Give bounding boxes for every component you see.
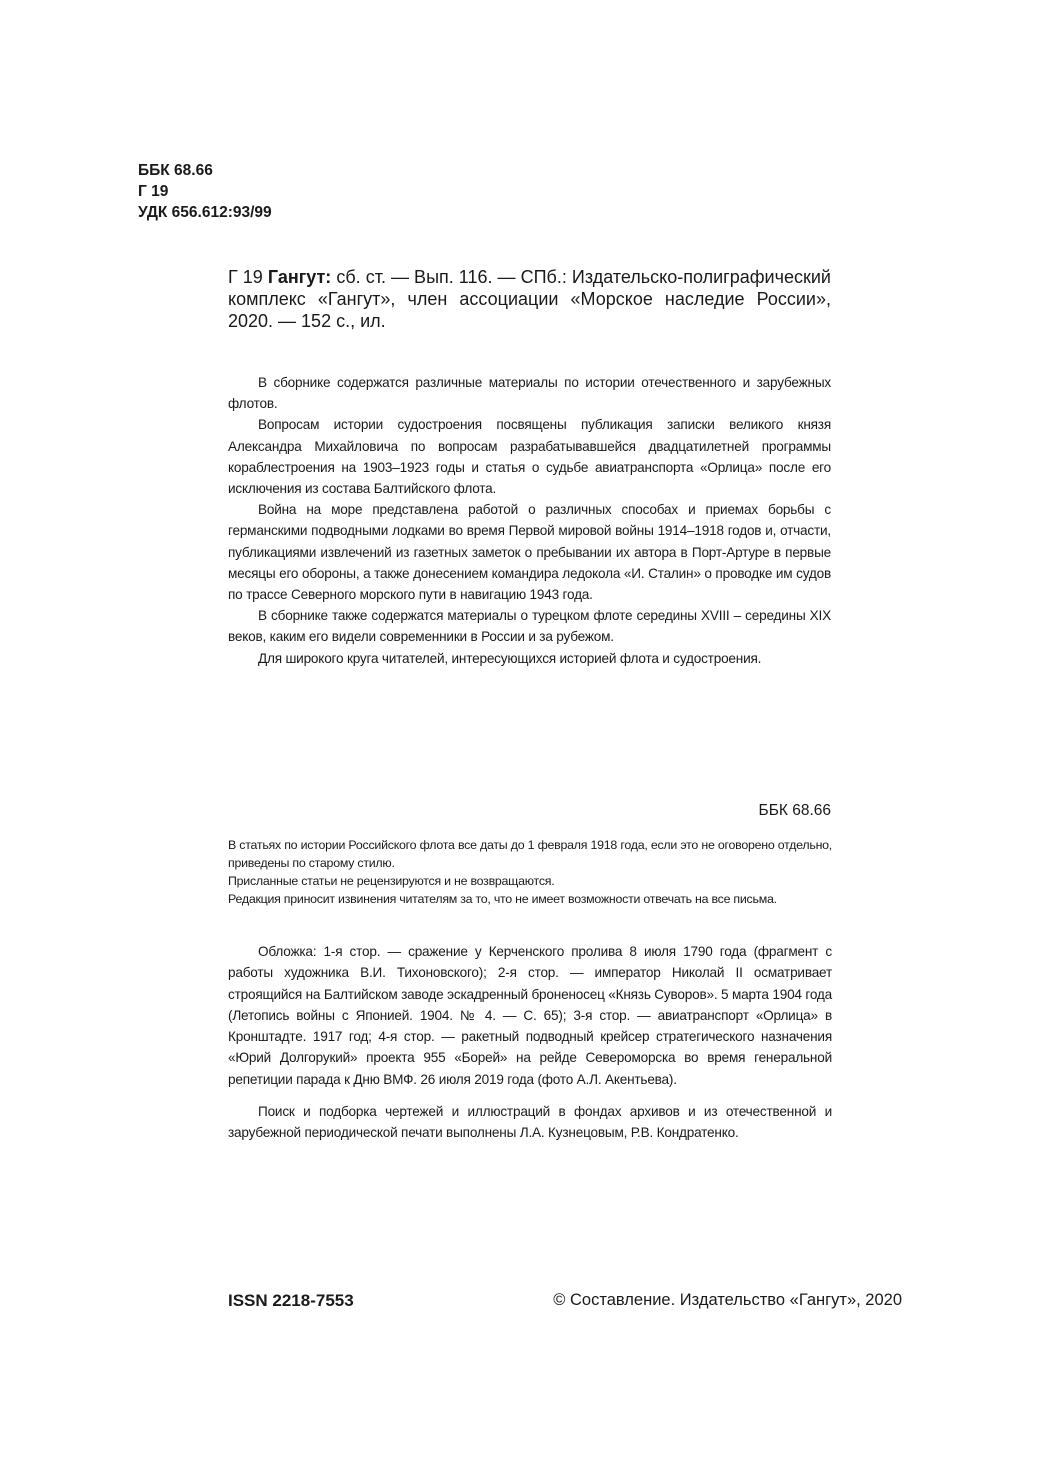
editorial-note: Присланные статьи не рецензируются и не возвращаются.: [228, 874, 555, 888]
book-title: Гангут:: [267, 267, 332, 287]
copyright-notice: © Составление. Издательство «Гангут», 2020: [553, 1291, 902, 1309]
bbk-code: ББК 68.66: [138, 162, 213, 179]
abstract-paragraph: Для широкого круга читателей, интересующихся историей флота и судостроения.: [258, 650, 762, 666]
abstract-paragraph: Война на море представлена работой о различных способах и приемах борьбы с германскими подводными лодками во время Первой мировой войны 1914–1918 годов и, отчасти, публикациями извлечений из газетных заметок о пребывании их автора в Порт-Артуре в первые месяцы его обороны, а также донесением командира ледокола «И. Сталин» о проводке им судов по трассе Северного морского пути в навигацию 1943 года.: [228, 502, 831, 603]
bibliographic-entry: [228, 266, 831, 332]
classification-block: [138, 160, 272, 223]
author-mark: Г 19: [138, 183, 169, 200]
bibliographic-mark: Г 19: [228, 267, 263, 287]
cover-description: [228, 941, 832, 1090]
issn: ISSN 2218-7553: [228, 1291, 354, 1310]
bibliographic-description: сб. ст. — Вып. 116. — СПб.: Издательско-полиграфический комплекс «Гангут», член ассоциации «Морское наследие России», 2020. — 152 с., ил.: [228, 267, 831, 331]
abstract-paragraph: Вопросам истории судостроения посвящены публикация записки великого князя Александра Михайловича по вопросам разрабатывавшейся двадцатилетней программы кораблестроения на 1903–1923 годы и статья о судьбе авиатранспорта «Орлица» после его исключения из состава Балтийского флота.: [228, 417, 831, 497]
editorial-notes: [228, 836, 832, 908]
editorial-note: Редакция приносит извинения читателям за то, что не имеет возможности отвечать на все письма.: [228, 892, 777, 906]
abstract: [228, 372, 831, 669]
editorial-note: В статьях по истории Российского флота все даты до 1 февраля 1918 года, если это не оговорено отдельно, приведены по старому стилю.: [228, 838, 832, 870]
abstract-paragraph: В сборнике содержатся различные материалы по истории отечественного и зарубежных флотов.: [228, 375, 831, 412]
udk-code: УДК 656.612:93/99: [138, 204, 272, 221]
abstract-paragraph: В сборнике также содержатся материалы о турецком флоте середины XVIII – середины XIX веков, каким его видели современники в России и за рубежом.: [228, 608, 831, 645]
cover-description-text: Обложка: 1-я стор. — сражение у Керченского пролива 8 июля 1790 года (фрагмент с работы художника В.И. Тихоновского); 2-я стор. — император Николай II осматривает строящийся на Балтийском заводе эскадренный броненосец «Князь Суворов». 5 марта 1904 года (Летопись войны с Японией. 1904. № 4. — С. 65); 3-я стор. — авиатранспорт «Орлица» в Кронштадте. 1917 год; 4-я стор. — ракетный подводный крейсер стратегического назначения «Юрий Долгорукий» проекта 955 «Борей» на рейде Североморска во время генеральной репетиции парада к Дню ВМФ. 26 июля 2019 года (фото А.Л. Акентьева).: [228, 944, 832, 1087]
bbk-code-right: ББК 68.66: [758, 802, 831, 819]
search-credits-text: Поиск и подборка чертежей и иллюстраций в фондах архивов и из отечественной и зарубежной периодической печати выполнены Л.А. Кузнецовым, Р.В. Кондратенко.: [228, 1104, 832, 1141]
search-credits: [228, 1101, 832, 1144]
